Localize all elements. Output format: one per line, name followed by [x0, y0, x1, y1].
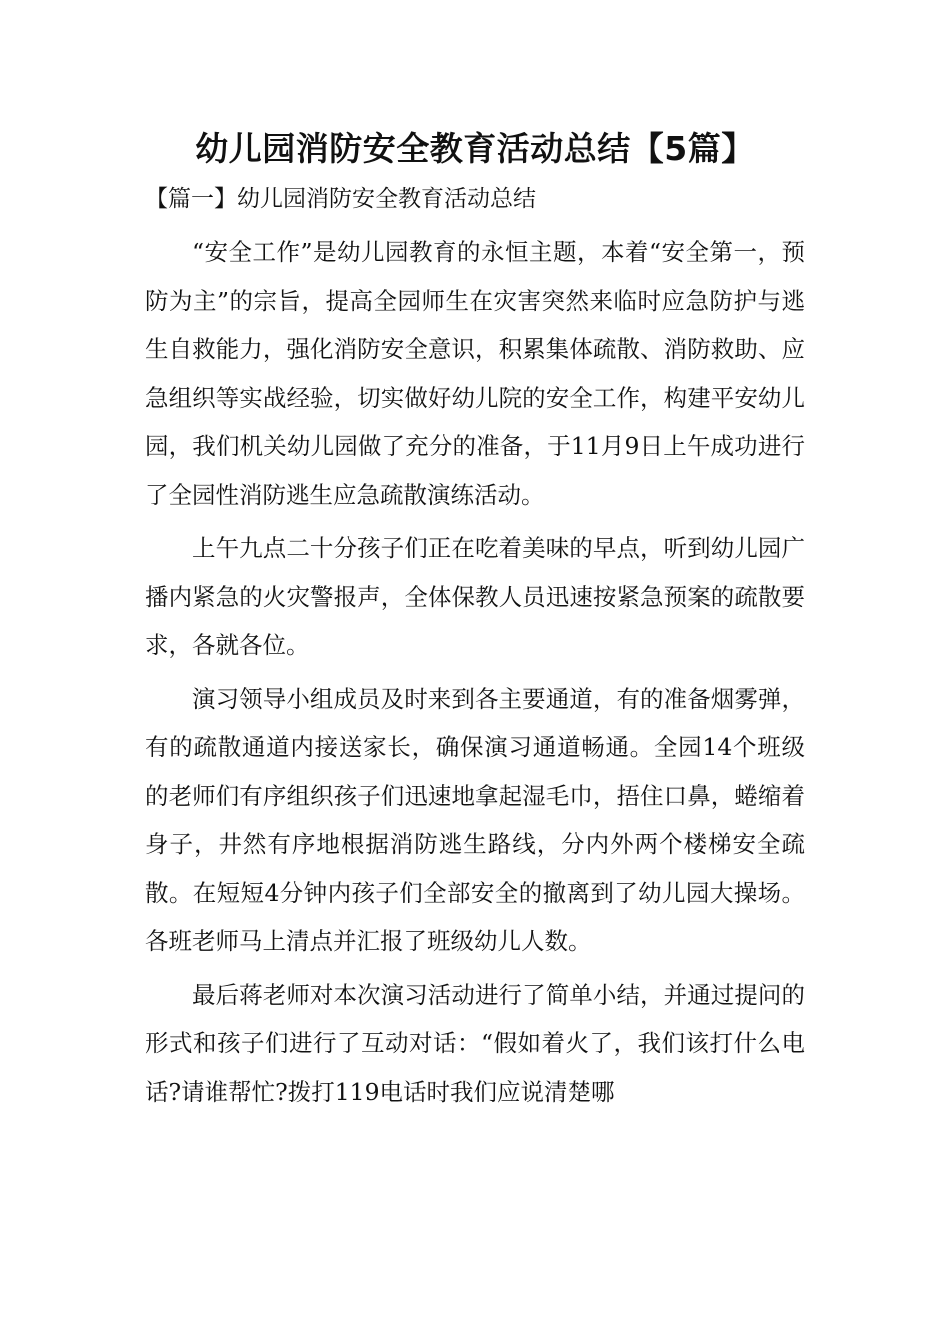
paragraph: “安全工作”是幼儿园教育的永恒主题，本着“安全第一，预防为主”的宗旨，提高全园师生在灾害突然来临时应急防护与逃生自救能力，强化消防安全意识，积累集体疏散、消防救助、应急组织等实战经验，切实做好幼儿院的安全工作，构建平安幼儿园，我们机关幼儿园做了充分的准备，于11月9日上午成功进行了全园性消防逃生应急疏散演练活动。 — [145, 238, 805, 509]
paragraph: 最后蒋老师对本次演习活动进行了简单小结，并通过提问的形式和孩子们进行了互动对话：“假如着火了，我们该打什么电话?请谁帮忙?拨打119电话时我们应说清楚哪 — [145, 980, 805, 1106]
section-heading: 【篇一】幼儿园消防安全教育活动总结 — [145, 186, 536, 212]
paragraph: 上午九点二十分孩子们正在吃着美味的早点，听到幼儿园广播内紧急的火灾警报声，全体保教人员迅速按紧急预案的疏散要求，各就各位。 — [145, 534, 805, 659]
document-title: 幼儿园消防安全教育活动总结【5篇】 — [195, 129, 755, 168]
paragraph: 演习领导小组成员及时来到各主要通道，有的准备烟雾弹，有的疏散通道内接送家长，确保演习通道畅通。全园14个班级的老师们有序组织孩子们迅速地拿起湿毛巾，捂住口鼻，蜷缩着身子，井然有序地根据消防逃生路线，分内外两个楼梯安全疏散。在短短4分钟内孩子们全部安全的撤离到了幼儿园大操场。各班老师马上清点并汇报了班级幼儿人数。 — [145, 684, 805, 955]
document-body — [145, 228, 805, 1121]
